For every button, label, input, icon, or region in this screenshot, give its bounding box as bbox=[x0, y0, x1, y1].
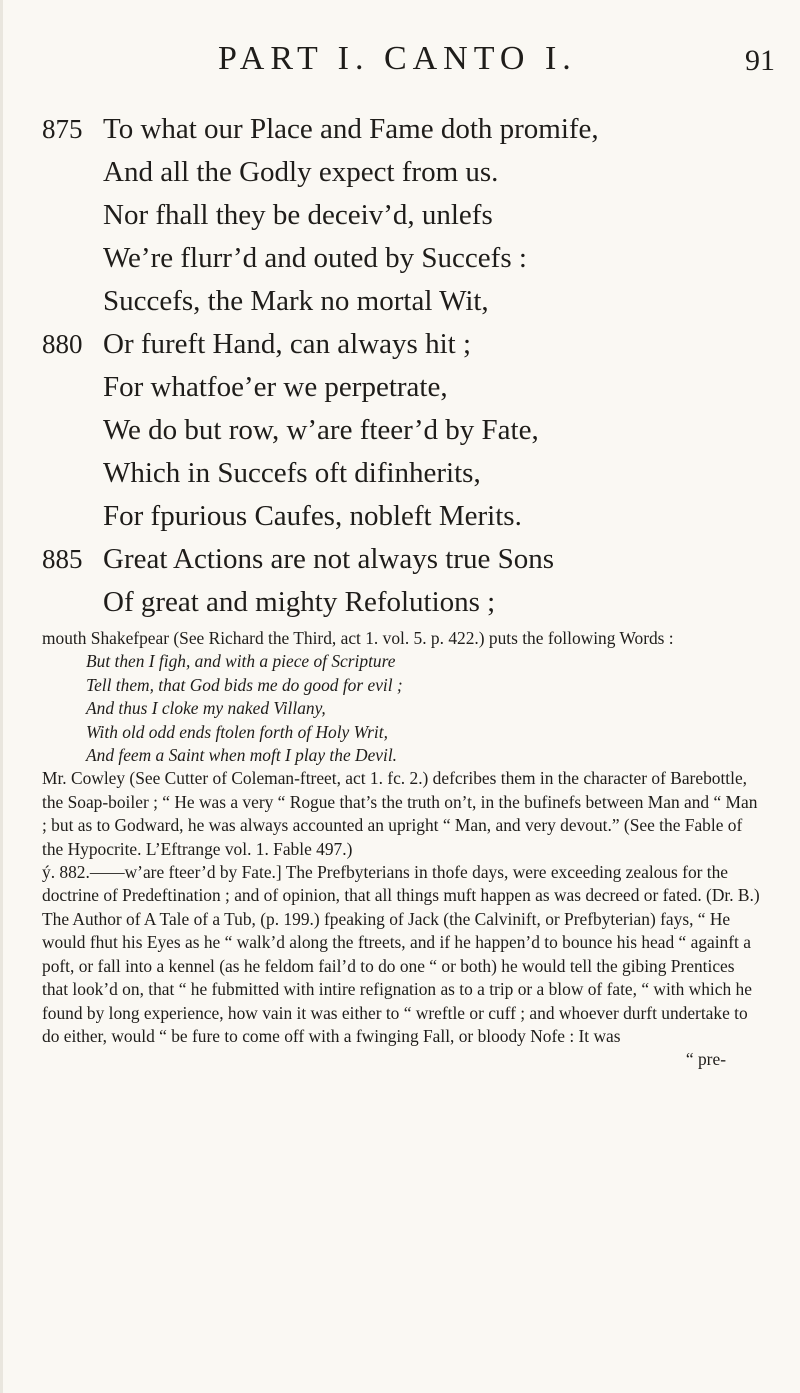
quote-line: And feem a Saint when moft I play the Devil. bbox=[86, 745, 398, 766]
verse-text: Which in Succefs oft difinherits, bbox=[103, 457, 481, 489]
quoted-verse bbox=[42, 650, 762, 767]
quote-line: And thus I cloke my naked Villany, bbox=[86, 698, 326, 719]
verse-line bbox=[0, 409, 800, 452]
verse-text: Of great and mighty Refolutions ; bbox=[103, 586, 496, 618]
verse-line bbox=[0, 495, 800, 538]
line-number: 885 bbox=[42, 544, 83, 574]
quote-line: With old odd ends ftolen forth of Holy Writ, bbox=[86, 721, 388, 742]
verse-text: Nor fhall they be deceiv’d, unlefs bbox=[103, 199, 493, 231]
line-number: 875 bbox=[42, 114, 83, 144]
verse-line bbox=[0, 151, 800, 194]
verse-line bbox=[0, 108, 800, 151]
note-paragraph: mouth Shakefpear (See Richard the Third, act 1. vol. 5. p. 422.) puts the following Words : bbox=[42, 628, 674, 648]
verse-text: Or fureft Hand, can always hit ; bbox=[103, 328, 472, 360]
verse-line bbox=[0, 280, 800, 323]
verse-text: For whatfoe’er we perpetrate, bbox=[103, 371, 448, 403]
verse-line bbox=[0, 194, 800, 237]
verse-text: Succefs, the Mark no mortal Wit, bbox=[103, 285, 489, 317]
quote-line: But then I figh, and with a piece of Scripture bbox=[86, 651, 396, 672]
verse-line bbox=[0, 538, 800, 581]
verse-text: And all the Godly expect from us. bbox=[103, 156, 499, 188]
note-paragraph: ý. 882.——w’are fteer’d by Fate.] The Prefbyterians in thofe days, were exceeding zealous for the doctrine of Predeftination ; and of opinion, that all things muft happen as was decreed or fated. (Dr. B.) The Author of A Tale of a Tub, (p. 199.) fpeaking of Jack (the Calvinift, or Prefbyterian) fays, “ He would fhut his Eyes as he “ walk’d along the ftreets, and if he happen’d to bounce his head “ againft a poft, or fall into a kennel (as he feldom fail’d to do one “ or both) he would tell the gibing Prentices that look’d on, that “ he fubmitted with intire refignation as to a trip or a blow of fate, “ with which he found by long experience, how vain it was either to “ wreftle or cuff ; and whoever durft undertake to do either, would “ be fure to come off with a fwinging Fall, or bloody Nofe : It was bbox=[42, 862, 760, 1046]
verse-text: We do but row, w’are fteer’d by Fate, bbox=[103, 414, 539, 446]
verse-text: Great Actions are not always true Sons bbox=[103, 543, 555, 575]
verse-text: To what our Place and Fame doth promife, bbox=[103, 113, 599, 145]
verse-block bbox=[0, 108, 800, 624]
verse-line bbox=[0, 366, 800, 409]
verse-line bbox=[0, 323, 800, 366]
verse-text: For fpurious Caufes, nobleft Merits. bbox=[103, 500, 522, 532]
running-title: PART I. CANTO I. bbox=[218, 40, 577, 77]
note-paragraph: Mr. Cowley (See Cutter of Coleman-ftreet, act 1. fc. 2.) defcribes them in the character of Barebottle, the Soap-boiler ; “ He was a very “ Rogue that’s the truth on’t, in the bufinefs between Man and “ Man ; but as to Godward, he was always accounted an upright “ Man, and very devout.” (See the Fable of the Hypocrite. L’Eftrange vol. 1. Fable 497.) bbox=[42, 768, 758, 859]
verse-line bbox=[0, 581, 800, 624]
verse-line bbox=[0, 237, 800, 280]
page-number: 91 bbox=[745, 44, 775, 77]
verse-text: We’re flurr’d and outed by Succefs : bbox=[103, 242, 527, 274]
verse-line bbox=[0, 452, 800, 495]
quote-line: Tell them, that God bids me do good for evil ; bbox=[86, 674, 403, 695]
catchword: “ pre- bbox=[685, 1049, 726, 1070]
footnotes bbox=[42, 627, 762, 1072]
line-number: 880 bbox=[42, 329, 83, 359]
